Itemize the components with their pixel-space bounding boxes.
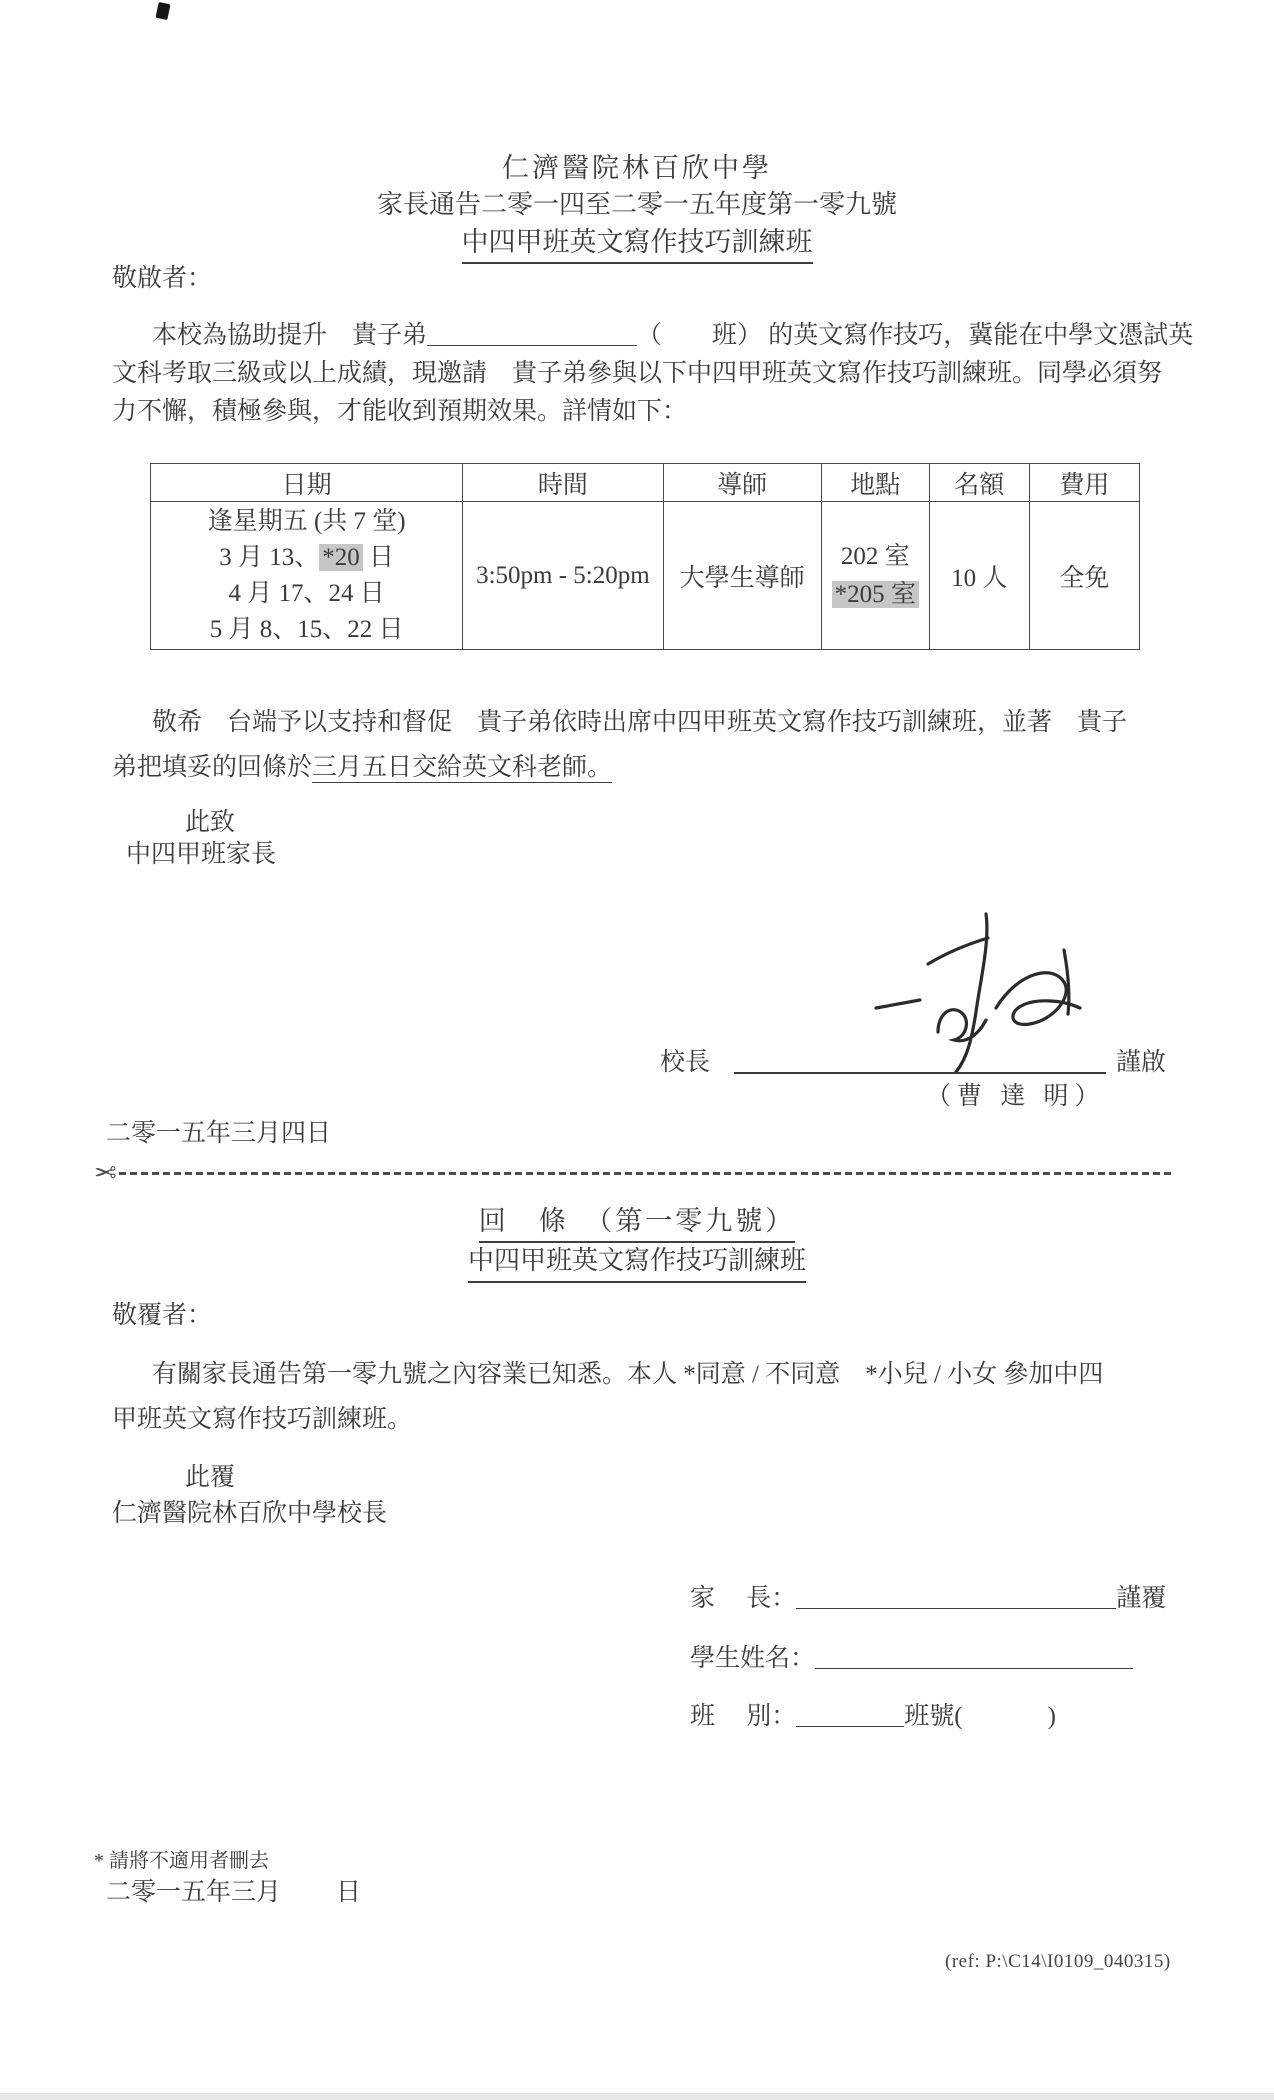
date-line3: 4 月 17、24 日 [228,579,385,607]
class-no-close: ) [1047,1703,1056,1730]
deadline-underlined: 三月五日交給英文科老師。 [312,754,613,781]
scan-artifact [155,2,170,20]
issue-date: 二零一五年三月四日 [106,1120,332,1147]
body-paragraph-2 [112,700,1192,790]
cut-line [94,1158,1172,1188]
date-line4: 5 月 8、15、22 日 [209,615,404,643]
col-header-quota: 名額 [929,464,1029,502]
date-line2 [151,540,462,576]
class-row [690,1700,1056,1734]
notice-title [0,224,1274,264]
col-header-date: 日期 [151,464,463,502]
reply-cifu: 此覆 [185,1464,236,1491]
cut-dashes [119,1172,1172,1175]
reply-date-pre: 二零一五年三月 [106,1879,282,1906]
venue-cell [821,502,929,650]
salutation: 敬啟者： [112,265,213,292]
venue-line1: 202 室 [840,542,910,570]
reply-line2: 甲班英文寫作技巧訓練班。 [112,1406,413,1433]
notice-number-line: 家長通告二零一四至二零一五年度第一零九號 [376,190,897,219]
scissors-icon: ✂ [94,1157,117,1189]
student-name-row [690,1642,1133,1676]
closing-cizhi: 此致 [185,809,236,836]
col-header-time: 時間 [463,464,663,502]
jinqi-label: 謹啟 [1116,1049,1167,1076]
paragraph1-line1-pre: 本校為協助提升 貴子弟 [152,322,428,349]
schedule-table [150,463,1140,650]
ref-number: (ref: P:\C14\I0109_040315) [945,1951,1171,1972]
reply-date-line [106,1876,361,1910]
col-header-tutor: 導師 [663,464,821,502]
class-no-open: 班號( [904,1703,963,1730]
principal-name: （曹 達 明） [926,1083,1106,1110]
parent-label: 家 長： [690,1585,797,1612]
fee-cell: 全免 [1029,502,1139,650]
date-line2-post: 日 [362,543,395,571]
notice-title-text: 中四甲班英文寫作技巧訓練班 [462,224,813,264]
closing-recipient: 中四甲班家長 [126,841,277,868]
parent-suffix: 謹覆 [1116,1585,1167,1612]
col-header-fee: 費用 [1029,464,1139,502]
principal-label: 校長 [660,1049,711,1076]
parent-signature-blank [796,1584,1116,1609]
paragraph1-line1 [112,317,1192,355]
footnote: * 請將不適用者刪去 [94,1850,269,1872]
student-name-blank [427,321,637,346]
paragraph1-line3: 力不懈，積極參與，才能收到預期效果。詳情如下： [112,398,688,425]
signature-line [734,1040,1106,1074]
date-cell [151,502,463,650]
reply-date-post: 日 [336,1879,362,1906]
table-data-row [151,502,1140,650]
paragraph2-line2 [112,745,1192,790]
venue-highlight: *205 室 [832,581,919,608]
reply-line1: 有關家長通告第一零九號之內容業已知悉。本人 *同意 / 不同意 *小兒 / 小女 參加中四 [152,1361,1104,1388]
class-blank [796,1702,904,1727]
paragraph2-line2-pre: 弟把填妥的回條於 [112,754,313,781]
tutor-cell: 大學生導師 [663,502,821,650]
student-name-label: 學生姓名： [690,1645,816,1672]
date-line2-pre: 3 月 13、 [219,543,320,571]
quota-cell: 10 人 [929,502,1029,650]
paragraph1-line1-post: （ 班） 的英文寫作技巧，冀能在中學文憑試英 [637,322,1194,349]
reply-slip-subtitle [0,1243,1274,1283]
scan-bottom-edge [0,2093,1274,2100]
col-header-venue: 地點 [821,464,929,502]
school-name: 仁濟醫院林百欣中學 [502,153,772,183]
paragraph1-line2: 文科考取三級或以上成績，現邀請 貴子弟參與以下中四甲班英文寫作技巧訓練班。同學必須努 [112,360,1163,387]
reply-to-principal: 仁濟醫院林百欣中學校長 [112,1500,388,1527]
reply-slip-title [0,1203,1274,1243]
parent-signature-row [690,1582,1166,1616]
venue-line2 [822,576,929,614]
time-cell: 3:50pm - 5:20pm [463,502,663,650]
paragraph2-line1: 敬希 台端予以支持和督促 貴子弟依時出席中四甲班英文寫作技巧訓練班，並著 貴子 [152,709,1128,736]
date-line1: 逢星期五 (共 7 堂) [207,507,406,535]
student-name-blank [815,1644,1133,1669]
reply-salutation: 敬覆者： [112,1302,213,1329]
reply-slip-subtitle-text: 中四甲班英文寫作技巧訓練班 [468,1243,806,1283]
class-label: 班 別： [690,1703,797,1730]
reply-slip-title-text: 回 條 （第一零九號） [479,1203,796,1243]
schedule-table-wrap [150,463,1140,650]
table-header-row [151,464,1140,502]
reply-paragraph [112,1352,1192,1442]
body-paragraph-1 [112,317,1192,431]
date-highlight: *20 [319,544,363,571]
